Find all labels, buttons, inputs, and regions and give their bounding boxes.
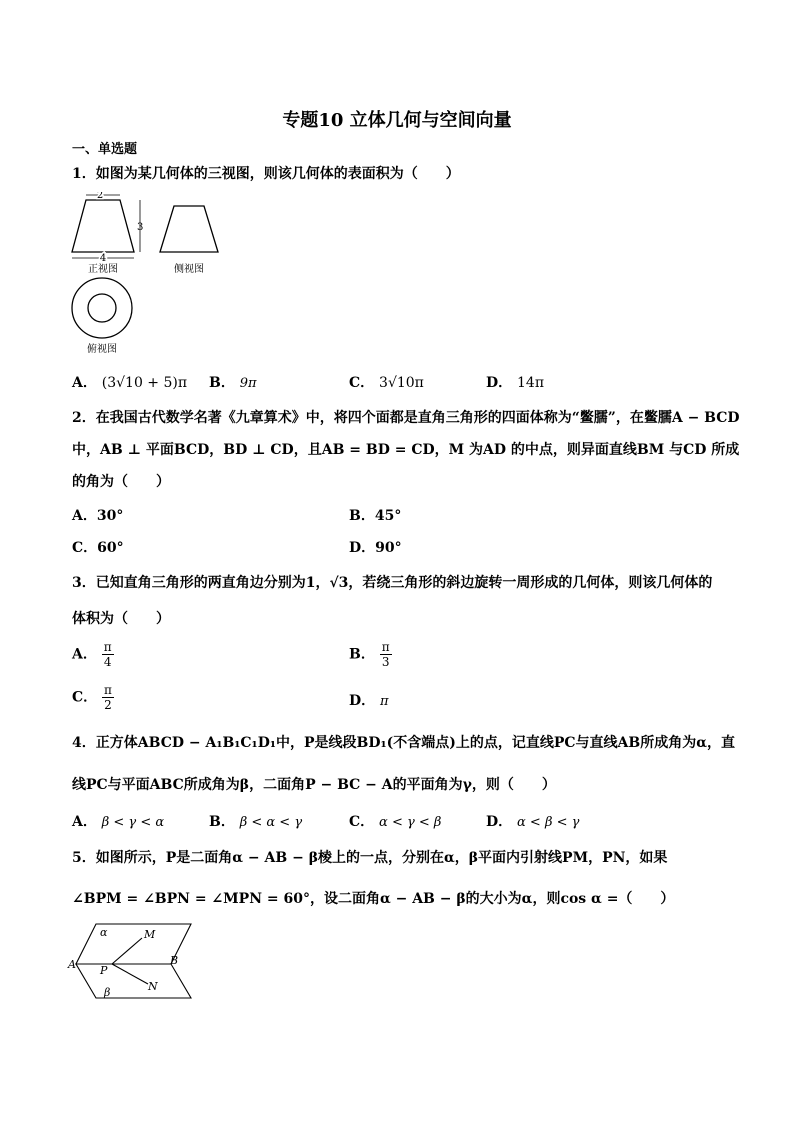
page-title: 专题10 立体几何与空间向量 (282, 110, 512, 131)
q1-bottom-width-label: 4 (99, 253, 107, 264)
q3-option-a: A． $\frac{\pi}{4}$ (72, 640, 112, 669)
q4-option-c: C． α < γ < β (349, 814, 442, 830)
q5-b-label: B (170, 954, 179, 967)
q2-line2: 中，AB ⊥ 平面BCD，BD ⊥ CD，且AB = BD = CD，M 为AD 的中点，则异面直线BM 与CD 所成 (72, 442, 740, 458)
q1-text: 1．如图为某几何体的三视图，则该几何体的表面积为（ ） (72, 166, 460, 182)
q1-height-label: 3 (137, 222, 144, 233)
q1-option-c: C． 3√10π (349, 375, 424, 391)
section-heading: 一、单选题 (72, 142, 138, 157)
q3-option-c: C． $\frac{\pi}{2}$ (72, 683, 112, 712)
q2-option-a: A．30° (72, 508, 124, 524)
q2-option-d: D．90° (349, 540, 402, 556)
q3-option-d: D． π (349, 693, 389, 709)
q5-line2: ∠BPM = ∠BPN = ∠MPN = 60°，设二面角α − AB − β的大小为α，则cos α =（ ） (72, 891, 675, 907)
q2-line3: 的角为（ ） (72, 474, 170, 490)
q1-option-d: D． 14π (486, 375, 545, 391)
q5-n-label: N (148, 980, 158, 993)
q1-side-view-label: 侧视图 (174, 264, 204, 275)
q4-line1: 4．正方体ABCD − A₁B₁C₁D₁中，P是线段BD₁(不含端点)上的点，记直线PC与直线AB所成角为α，直 (72, 735, 735, 751)
q1-option-a: A． (3√10 + 5)π (72, 375, 188, 391)
q3-line2: 体积为（ ） (72, 611, 170, 627)
q4-option-a: A． β < γ < α (72, 814, 165, 830)
q2-line1: 2．在我国古代数学名著《九章算术》中，将四个面都是直角三角形的四面体称为“鳖臑”，在鳖臑A − BCD (72, 410, 740, 426)
q1-option-b: B． 9π (209, 375, 257, 391)
q5-p-label: P (100, 964, 108, 977)
q4-line2: 线PC与平面ABC所成角为β，二面角P − BC − A的平面角为γ，则（ ） (72, 777, 556, 793)
q4-option-b: B． β < α < γ (209, 814, 303, 830)
q4-option-d: D． α < β < γ (486, 814, 580, 830)
q3-line1: 3．已知直角三角形的两直角边分别为1，√3，若绕三角形的斜边旋转一周形成的几何体，则该几何体的 (72, 575, 713, 591)
q5-a-label: A (68, 958, 76, 971)
q5-beta-label: β (104, 986, 111, 999)
q1-top-width-label: 2 (96, 192, 104, 201)
q1-front-view-label: 正视图 (88, 264, 118, 275)
q2-option-b: B．45° (349, 508, 402, 524)
q1-top-view-label: 俯视图 (87, 344, 117, 355)
q5-dihedral-figure (66, 916, 200, 1006)
q2-option-c: C．60° (72, 540, 124, 556)
q3-option-b: B． $\frac{\pi}{3}$ (349, 640, 390, 669)
q5-alpha-label: α (100, 926, 108, 939)
q5-m-label: M (144, 928, 156, 941)
q5-line1: 5．如图所示，P是二面角α − AB − β棱上的一点，分别在α，β平面内引射线PM，PN，如果 (72, 850, 668, 866)
q1-three-view-figure (66, 192, 226, 360)
